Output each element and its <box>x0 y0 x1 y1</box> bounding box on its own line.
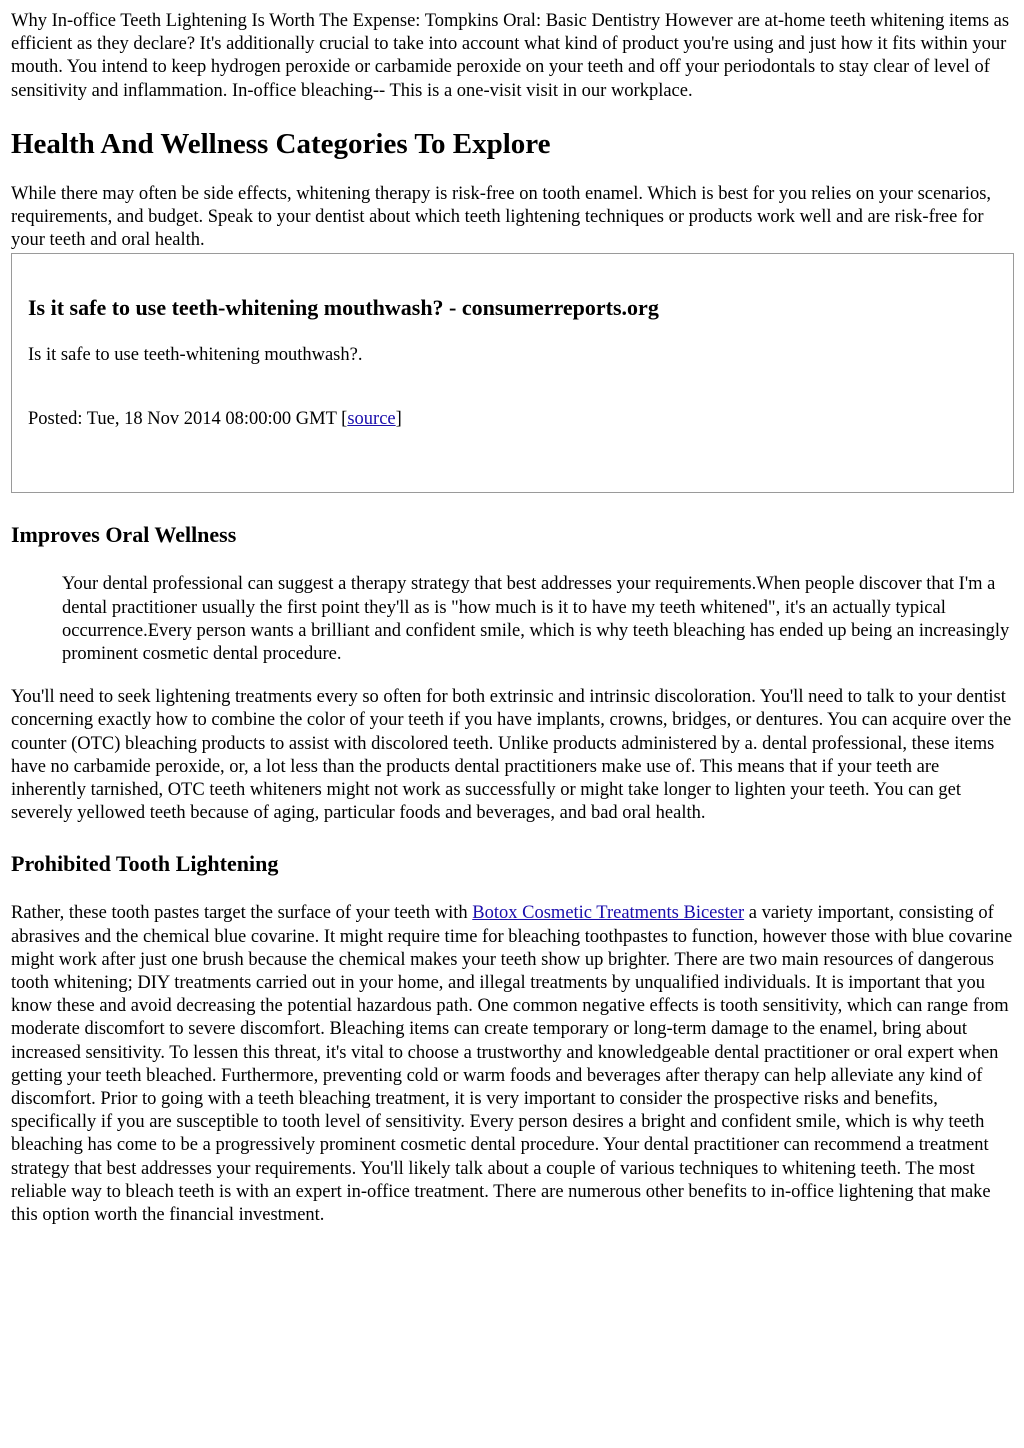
heading-improves-oral-wellness: Improves Oral Wellness <box>11 522 237 548</box>
news-box-title: Is it safe to use teeth-whitening mouthwash? - consumerreports.org <box>28 295 659 321</box>
paragraph-tooth-pastes <box>11 902 1015 1227</box>
source-link[interactable]: source <box>347 408 396 429</box>
blockquote-dental-professional: Your dental professional can suggest a therapy strategy that best addresses your requirements.When people discover that I'm a dental practitioner usually the first point they'll as is "how much is it to have my teeth whitened", it's an actually typical occurrence.Every person wants a brilliant and confident smile, which is why teeth bleaching has ended up being an increasingly prominent cosmetic dental procedure. <box>62 574 1010 665</box>
heading-health-categories: Health And Wellness Categories To Explore <box>11 127 551 160</box>
paragraph-lightening-treatments: You'll need to seek lightening treatments every so often for both extrinsic and intrinsic discoloration. You'll need to talk to your dentist concerning exactly how to combine the color of your teeth if you have implants, crowns, bridges, or dentures. You can acquire over the counter (OTC) bleaching products to assist with discolored teeth. Unlike products administered by a. dental professional, these items have no carbamide peroxide, or, a lot less than the products dental practitioners make use of. This means that if your teeth are inherently tarnished, OTC teeth whiteners might not work as successfully or might take longer to lighten your teeth. You can get severely yellowed teeth because of aging, particular foods and beverages, and bad oral health. <box>11 687 1012 824</box>
intro-paragraph: Why In-office Teeth Lightening Is Worth The Expense: Tompkins Oral: Basic Dentistry However are at-home teeth whitening items as efficient as they declare? It's additionally crucial to take into account what kind of product you're using and just how it fits within your mouth. You intend to keep hydrogen peroxide or carbamide peroxide on your teeth and off your periodontals to stay clear of level of sensitivity and inflammation. In-office bleaching-- This is a one-visit visit in our workplace. <box>11 11 1010 101</box>
heading-prohibited-tooth-lightening: Prohibited Tooth Lightening <box>11 851 279 877</box>
paragraph-tooth-pastes-rest: a variety important, consisting of abrasives and the chemical blue covarine. It might require time for bleaching toothpastes to function, however those with blue covarine might work after just one brush because the chemical makes your teeth show up brighter. There are two main resources of dangerous tooth whitening; DIY treatments carried out in your home, and illegal treatments by unqualified individuals. It is important that you know these and avoid decreasing the potential hazardous path. One common negative effects is tooth sensitivity, which can range from moderate discomfort to severe discomfort. Bleaching items can create temporary or long-term damage to the enamel, bring about increased sensitivity. To lessen this threat, it's vital to choose a trustworthy and knowledgeable dental practitioner or oral expert when getting your teeth bleached. Furthermore, preventing cold or warm foods and beverages after therapy can help alleviate any kind of discomfort. Prior to going with a teeth bleaching treatment, it is very important to consider the prospective risks and benefits, specifically if you are susceptible to tooth level of sensitivity. Every person desires a bright and confident smile, which is why teeth bleaching has come to be a progressively prominent cosmetic dental procedure. Your dental practitioner can recommend a treatment strategy that best addresses your requirements. You'll likely talk about a couple of various techniques to whitening teeth. The most reliable way to bleach teeth is with an expert in-office treatment. There are numerous other benefits to in-office lightening that make this option worth the financial investment. <box>11 903 1013 1226</box>
paragraph-tooth-pastes-start: Rather, these tooth pastes target the surface of your teeth with <box>11 903 473 924</box>
posted-closing-bracket: ] <box>395 408 402 429</box>
article <box>11 10 1015 1227</box>
posted-date: Posted: Tue, 18 Nov 2014 08:00:00 GMT [ <box>28 408 348 429</box>
news-box <box>11 253 1014 493</box>
news-box-summary: Is it safe to use teeth-whitening mouthwash?. <box>28 345 363 366</box>
botox-link[interactable]: Botox Cosmetic Treatments Bicester <box>472 903 745 924</box>
paragraph-side-effects: While there may often be side effects, whitening therapy is risk-free on tooth enamel. Which is best for you relies on your scenarios, requirements, and budget. Speak to your dentist about which teeth lightening techniques or products work well and are risk-free for your teeth and oral health. <box>11 183 992 251</box>
news-box-posted <box>28 408 997 431</box>
